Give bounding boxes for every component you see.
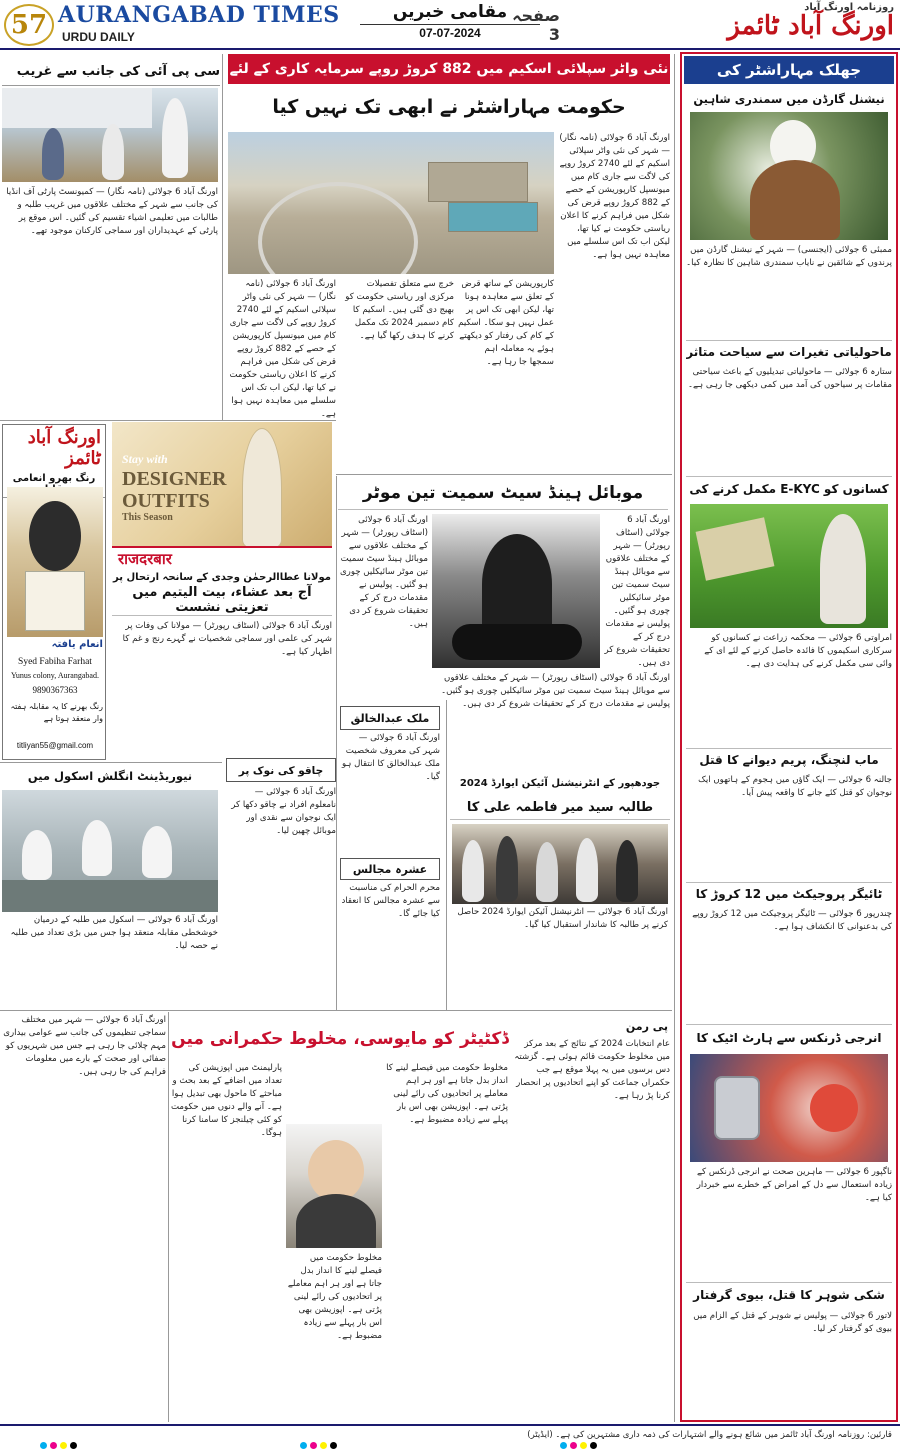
masthead (0, 0, 900, 50)
ashra-body: محرم الحرام کی مناسبت سے عشرہ مجالس کا انعقاد کیا جائے گا۔ (341, 883, 440, 919)
theft-body-bottom: اورنگ آباد 6 جولائی (اسٹاف رپورٹر) — شہر کے مختلف علاقوں سے موبائل ہینڈ سیٹ سمیت تین موٹر سائیکلیں چوری ہو گئیں۔ پولیس نے مقدمات درج کر کے تحقیقات شروع کر دی ہیں۔ (441, 673, 670, 709)
ad-line-4: This Season (122, 512, 173, 523)
editorial-headline: ڈکٹیٹر کو مایوسی، مخلوط حکمرانی میں (171, 1029, 509, 1049)
sidebar-item-0-headline: نیشنل گارڈن میں سمندری شاہین (693, 92, 885, 106)
person-figure (536, 842, 558, 902)
student-figure (82, 820, 112, 876)
editorial-body-right: عام انتخابات 2024 کے نتائج کے بعد مرکز میں مخلوط حکومت قائم ہوئی ہے۔ گزشتہ دس برسوں میں یہ پہلا موقع ہے جب حکمراں جماعت کو اپنے اتحادیوں پر انحصار کرنا پڑ رہا ہے۔ (514, 1039, 670, 1101)
designer-outfits-ad (112, 422, 332, 568)
ad-line-1: Stay with (122, 452, 168, 466)
jacket-figure (296, 1194, 376, 1248)
winner-name: Syed Fabiha Farhat (18, 657, 92, 667)
motorcycle-shape (452, 624, 582, 660)
energy-drink-heart-photo (690, 1054, 888, 1162)
ashra-headline: عشرہ مجالس (340, 858, 440, 880)
farmer-figure (820, 514, 866, 624)
building-shape (428, 162, 528, 202)
eagle-body-figure (750, 160, 840, 240)
badge-ring-icon (4, 4, 54, 46)
lead-body-mid: کارپوریشن کے ساتھ قرض کے تعلق سے معاہدہ ہونا تھا، لیکن ابھی تک اس پر عمل نہیں ہو سکا۔ اسکیم کے کام کی رفتار کو دیکھتے ہوئے یہ معاملہ اہم سمجھا جا رہا ہے۔ (458, 279, 554, 367)
school-headline: نیوریڈینٹ انگلش اسکول میں (27, 769, 193, 783)
contest-title: رنگ بھرو انعامی (3, 471, 105, 498)
school-classroom-photo (2, 790, 218, 912)
theft-headline: موبائل ہینڈ سیٹ سمیت تین موٹر (338, 476, 668, 510)
sidebar-item-5-headline: انرجی ڈرنکس سے ہارٹ اٹیک کا (686, 1024, 892, 1050)
knife-headline: چاقو کی نوک پر (226, 758, 336, 782)
water-plant-photo (228, 132, 554, 274)
condolence-kicker: مولانا عطاالرحمٰن وجدی کے سانحہ ارتحال پر (113, 572, 331, 583)
basin-shape (448, 202, 538, 232)
ad-line-2: DESIGNER (122, 468, 227, 490)
student-figure (22, 830, 52, 880)
column-rule (222, 54, 223, 420)
contest-logo: اورنگ آباد ٹائمز (27, 427, 101, 469)
winner-photo (7, 487, 103, 637)
winner-address: Yunus colony, Aurangabad. (11, 671, 99, 680)
sidebar-item-3-headline: ماب لنچنگ، پریم دیوانے کا قتل (686, 748, 892, 770)
currency-notes-shape (696, 517, 775, 580)
award-headline: طالبہ سید میر فاطمہ علی کا (450, 796, 670, 820)
award-kicker: جودھپور کے انٹرنیشنل آئیکن ایوارڈ 2024 (459, 778, 661, 789)
modi-photo (286, 1124, 382, 1248)
issue-date: 07-07-2024 (360, 24, 540, 40)
cpi-headline: سی پی آئی کی جانب سے غریب (2, 58, 220, 86)
editorial-body-mid: مخلوط حکومت میں فیصلے لینے کا انداز بدل جاتا ہے اور ہر اہم معاملے پر اتحادیوں کی رائے لینی پڑتی ہے۔ اپوزیشن بھی اس بار پہلے سے زیادہ مضبوط ہے۔ (386, 1063, 508, 1125)
bottom-left-body: اورنگ آباد 6 جولائی — شہر میں مختلف سماجی تنظیموں کی جانب سے عوامی بیداری مہم چلائی جا رہی ہے جس میں شہریوں کو صفائی اور صحت کے بارے میں معلومات فراہم کی جا رہی ہیں۔ (3, 1015, 166, 1077)
lead-body-right: اورنگ آباد 6 جولائی (نامہ نگار) — شہر کی نئی واٹر سپلائی اسکیم کے لئے 2740 کروڑ روپے کی لاگت سے جاری کام میں میونسپل کارپوریشن کے حصے کے 882 کروڑ روپے قرض کی شکل میں فراہم کرنے کا اعلان ریاستی حکومت نے کیا تھا، لیکن اب تک اس سلسلے میں معاہدہ نہیں ہوا ہے۔ (559, 133, 670, 260)
lead-body-left: خرچ سے متعلق تفصیلات مرکزی اور ریاستی حکومت کو بھیج دی گئی ہیں۔ اسکیم کا کام دسمبر 2024 تک مکمل کرنے کا ہدف رکھا گیا ہے۔ (345, 279, 454, 341)
lead-kicker: نئی واٹر سپلائی اسکیم میں 882 کروڑ روپے سرمایہ کاری کے لئے (228, 54, 670, 84)
knife-body: اورنگ آباد 6 جولائی — نامعلوم افراد نے چاقو دکھا کر ایک نوجوان سے نقدی اور موبائل چھین لیا۔ (231, 787, 336, 836)
condolence-headline: آج بعد عشاء، بیت الیتیم میں تعزیتی نشست (112, 585, 332, 616)
desk-shape (2, 880, 218, 912)
heart-shape (810, 1084, 858, 1132)
cpi-distribution-photo (2, 88, 218, 182)
divider (336, 474, 672, 475)
sidebar-item-6-body: لاتور 6 جولائی — پولیس نے شوہر کے قتل کے الزام میں بیوی کو گرفتار کر لیا۔ (693, 1311, 892, 1334)
obit-body: اورنگ آباد 6 جولائی — شہر کی معروف شخصیت ملک عبدالخالق کا انتقال ہو گیا۔ (341, 733, 440, 782)
person-figure (616, 840, 638, 902)
registration-marks-center (300, 1442, 337, 1450)
editorial-body-under-photo: مخلوط حکومت میں فیصلے لینے کا انداز بدل جاتا ہے اور ہر اہم معاملے پر اتحادیوں کی رائے لینی پڑتی ہے۔ اپوزیشن بھی اس بار پہلے سے زیادہ مضبوط ہے۔ (287, 1253, 382, 1341)
sidebar-item-3-body: جالنہ 6 جولائی — ایک گاؤں میں ہجوم کے ہاتھوں ایک نوجوان کو قتل کئے جانے کا واقعہ پیش آیا۔ (698, 775, 892, 798)
person-figure (496, 836, 518, 902)
column-rule (674, 54, 675, 1422)
winner-phone: 9890367363 (32, 685, 78, 695)
thief-figure (482, 534, 552, 634)
model-figure (242, 428, 282, 548)
lead-body-continued: اورنگ آباد 6 جولائی (نامہ نگار) — شہر کی نئی واٹر سپلائی اسکیم کے لئے 2740 کروڑ روپے کی لاگت سے جاری کام میں میونسپل کارپوریشن کے حصے کے 882 کروڑ روپے قرض کی شکل میں فراہم کرنے کا اعلان ریاستی حکومت نے کیا تھا، لیکن اب تک اس سلسلے میں معاہدہ نہیں ہوا ہے۔ (229, 279, 336, 418)
column-rule (446, 700, 447, 1010)
ad-brand: राजदरबार (118, 550, 172, 568)
editorial-byline: پی رمن (625, 1020, 668, 1033)
sidebar-item-0-body: ممبئی 6 جولائی (ایجنسی) — شہر کے نیشنل گارڈن میں پرندوں کے شائقین نے نایاب سمندری شاہین کا نظارہ کیا۔ (686, 245, 892, 268)
masthead-urdu-logo: اورنگ آباد ٹائمز (727, 11, 894, 41)
award-ceremony-photo (452, 824, 668, 904)
lead-headline: حکومت مہاراشٹر نے ابھی تک نہیں کیا (272, 96, 626, 118)
winner-label: انعام یافتہ (51, 639, 103, 650)
bike-theft-photo (432, 514, 600, 668)
sidebar-item-5-body: ناگپور 6 جولائی — ماہرین صحت نے انرجی ڈرنکس کے زیادہ استعمال سے دل کے امراض کے خطرے سے خبردار کیا ہے۔ (696, 1167, 892, 1203)
editorial-body-left: پارلیمنٹ میں اپوزیشن کی تعداد میں اضافے کے بعد بحث و مباحثے کا ماحول بھی تبدیل ہوا ہے۔ آنے والے دنوں میں حکومت کو کئی چیلنجز کا سامنا کرنا ہوگا۔ (170, 1063, 282, 1138)
sidebar-item-2-headline: کسانوں کو E-KYC مکمل کرنے کی (686, 476, 892, 500)
registration-marks-right (560, 1442, 597, 1450)
masthead-urdu (727, 2, 894, 39)
ad-line-3: OUTFITS (122, 490, 210, 512)
sidebar-item-1-body: ستارہ 6 جولائی — ماحولیاتی تبدیلیوں کے باعث سیاحتی مقامات پر سیاحوں کی آمد میں کمی دیکھی جا رہی ہے۔ (688, 367, 892, 390)
banner-shape (2, 88, 152, 128)
cpi-body: اورنگ آباد 6 جولائی (نامہ نگار) — کمیونسٹ پارٹی آف انڈیا کی جانب سے شہر کے مختلف علاقوں میں غریب طلبہ و طالبات میں تعلیمی اشیاء تقسیم کی گئیں۔ اس موقع پر پارٹی کے عہدیداران اور سماجی کارکنان موجود تھے۔ (6, 187, 218, 236)
face-figure (308, 1140, 364, 1202)
divider (0, 762, 222, 763)
section-name: مقامی خبریں (392, 2, 508, 22)
condolence-article (112, 572, 332, 760)
obit-headline: ملک عبدالخالق (340, 706, 440, 730)
footer-notice: قارئین: روزنامہ اورنگ آباد ٹائمز میں شائع ہونے والے اشتہارات کی ذمہ داری مشتہرین کی ہے۔ (ایڈیٹر) (0, 1424, 900, 1452)
tank-shape (258, 182, 418, 274)
drink-can-shape (714, 1076, 760, 1140)
masthead-subtitle: URDU DAILY (62, 30, 135, 44)
person-figure (462, 840, 484, 902)
sea-eagle-photo (690, 112, 888, 240)
student-figure (142, 826, 172, 878)
anniversary-badge (4, 4, 54, 46)
theft-body-right: اورنگ آباد 6 جولائی (اسٹاف رپورٹر) — شہر کے مختلف علاقوں سے موبائل ہینڈ سیٹ سمیت تین موٹر سائیکلیں چوری ہو گئیں۔ پولیس نے مقدمات درج کر کے تحقیقات شروع کر دی ہیں۔ (604, 515, 670, 668)
person-figure (102, 124, 124, 180)
award-body: اورنگ آباد 6 جولائی — انٹرنیشنل آئیکن ایوارڈ 2024 حاصل کرنے پر طالبہ کا شاندار استقبال کیا گیا۔ (457, 907, 668, 930)
condolence-body: اورنگ آباد 6 جولائی (اسٹاف رپورٹر) — مولانا کی وفات پر شہر کی علمی اور سماجی شخصیات نے گہرے رنج و غم کا اظہار کیا ہے۔ (122, 621, 332, 657)
sidebar-item-2-body: امراوتی 6 جولائی — محکمہ زراعت نے کسانوں کو سرکاری اسکیموں کا فائدہ حاصل کرنے کے لئے ای کے وائی سی مکمل کرنے کی ہدایت دی ہے۔ (704, 633, 892, 669)
person-figure (162, 98, 188, 178)
sidebar-item-4-headline: ٹائیگر پروجیکٹ میں 12 کروڑ کا (686, 882, 892, 904)
sidebar-item-1-headline: ماحولیاتی تغیرات سے سیاحت متاثر (686, 340, 892, 362)
column-rule (336, 476, 337, 1010)
registration-marks-left (40, 1442, 77, 1450)
sidebar-item-4-body: چندرپور 6 جولائی — ٹائیگر پروجیکٹ میں 12 کروڑ روپے کی بدعنوانی کا انکشاف ہوا ہے۔ (692, 909, 892, 932)
student-figure (42, 128, 64, 180)
column-rule (168, 1012, 169, 1422)
coloring-contest-box (2, 424, 106, 760)
contest-email: titliyan55@gmail.com (16, 741, 94, 750)
coloring-sheet-shape (25, 571, 85, 631)
sidebar-banner: جھلک مہاراشٹر کی (684, 56, 894, 84)
divider (0, 420, 336, 421)
masthead-urdu-small: روزنامہ اورنگ آباد (804, 2, 894, 13)
page-number: صفحہ 3 (512, 6, 560, 44)
sidebar-item-6-headline: شکی شوہر کا قتل، بیوی گرفتار (686, 1282, 892, 1306)
person-figure (576, 838, 598, 902)
divider (0, 1010, 672, 1011)
hijab-figure (29, 501, 81, 571)
theft-body-left: اورنگ آباد 6 جولائی (اسٹاف رپورٹر) — شہر کے مختلف علاقوں سے موبائل ہینڈ سیٹ سمیت تین موٹر سائیکلیں چوری ہو گئیں۔ پولیس نے مقدمات درج کر کے تحقیقات شروع کر دی ہیں۔ (339, 515, 428, 629)
contest-note: رنگ بھرنے کا یہ مقابلہ ہفتہ وار منعقد ہوتا ہے (10, 702, 103, 723)
badge-number: 57 (10, 10, 48, 40)
farmer-photo (690, 504, 888, 628)
masthead-title-en: AURANGABAD TIMES (58, 2, 340, 28)
school-body: اورنگ آباد 6 جولائی — اسکول میں طلبہ کے درمیان خوشخطی مقابلہ منعقد ہوا جس میں بڑی تعداد میں طلبہ نے حصہ لیا۔ (10, 915, 218, 951)
